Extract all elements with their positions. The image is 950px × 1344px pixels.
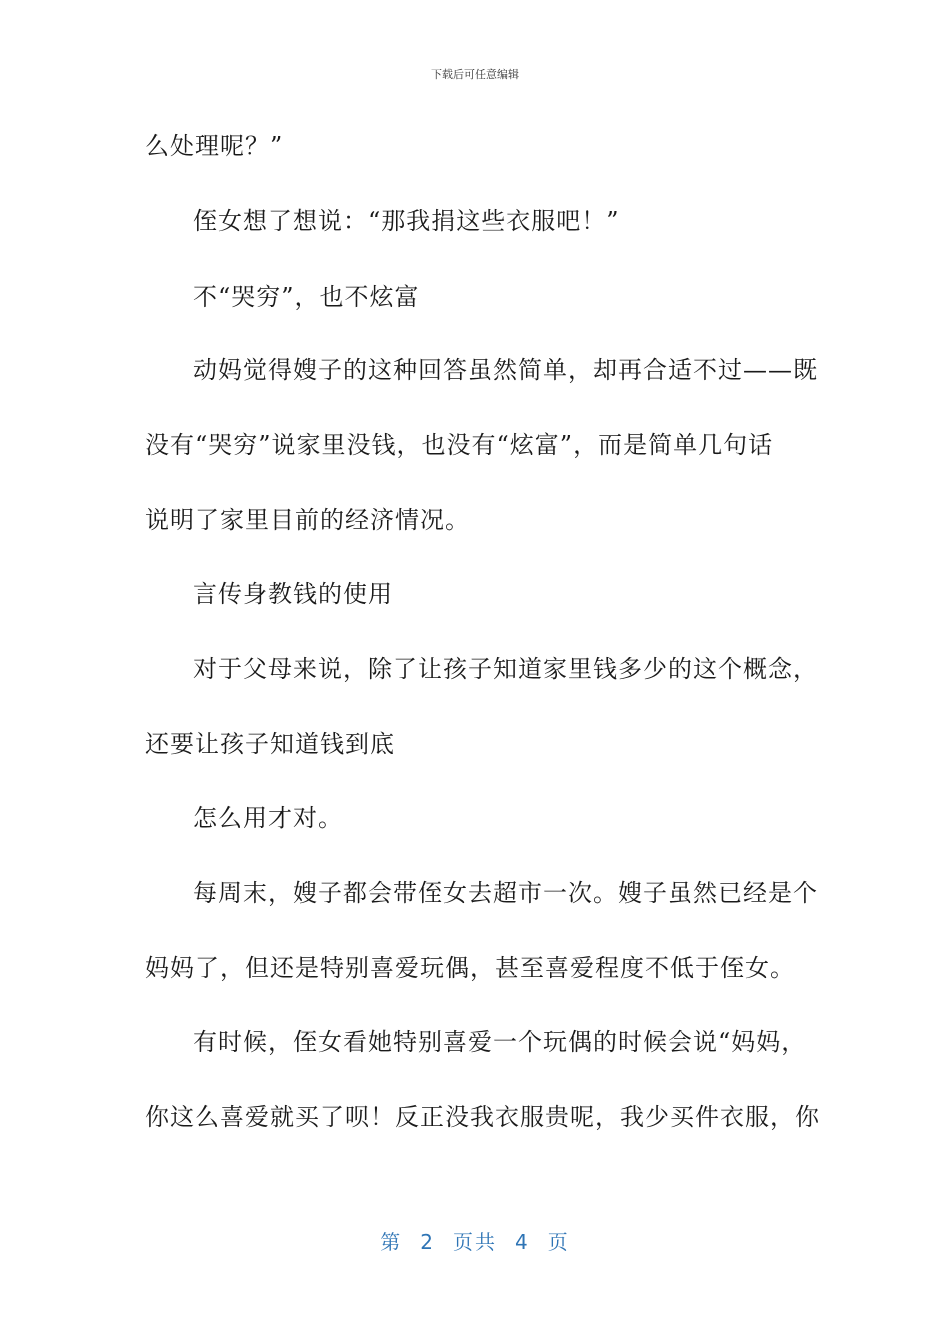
body-line: 么处理呢？” bbox=[145, 132, 284, 160]
section-heading: 不“哭穷”，也不炫富 bbox=[193, 283, 420, 311]
body-line: 动妈觉得嫂子的这种回答虽然简单，却再合适不过——既 bbox=[193, 356, 818, 384]
total-pages-number: 4 bbox=[515, 1230, 530, 1254]
footer-middle: 页共 bbox=[453, 1230, 497, 1254]
current-page-number: 2 bbox=[420, 1230, 435, 1254]
body-line: 怎么用才对。 bbox=[193, 804, 343, 832]
body-line: 还要让孩子知道钱到底 bbox=[145, 730, 395, 758]
body-line: 妈妈了，但还是特别喜爱玩偶，甚至喜爱程度不低于侄女。 bbox=[145, 954, 795, 982]
section-heading: 言传身教钱的使用 bbox=[193, 580, 393, 608]
footer-prefix: 第 bbox=[380, 1230, 403, 1254]
body-line: 你这么喜爱就买了呗！反正没我衣服贵呢，我少买件衣服，你 bbox=[145, 1103, 820, 1131]
page-header: 下载后可任意编辑 bbox=[431, 68, 519, 81]
body-line: 有时候，侄女看她特别喜爱一个玩偶的时候会说“妈妈， bbox=[193, 1028, 807, 1056]
body-line: 侄女想了想说：“那我捐这些衣服吧！” bbox=[193, 207, 620, 235]
body-line: 没有“哭穷”说家里没钱，也没有“炫富”，而是简单几句话 bbox=[145, 431, 774, 459]
body-line: 每周末，嫂子都会带侄女去超市一次。嫂子虽然已经是个 bbox=[193, 879, 818, 907]
body-line: 说明了家里目前的经济情况。 bbox=[145, 506, 470, 534]
footer-suffix: 页 bbox=[547, 1230, 570, 1254]
body-line: 对于父母来说，除了让孩子知道家里钱多少的这个概念， bbox=[193, 655, 818, 683]
page-footer bbox=[0, 1226, 950, 1255]
